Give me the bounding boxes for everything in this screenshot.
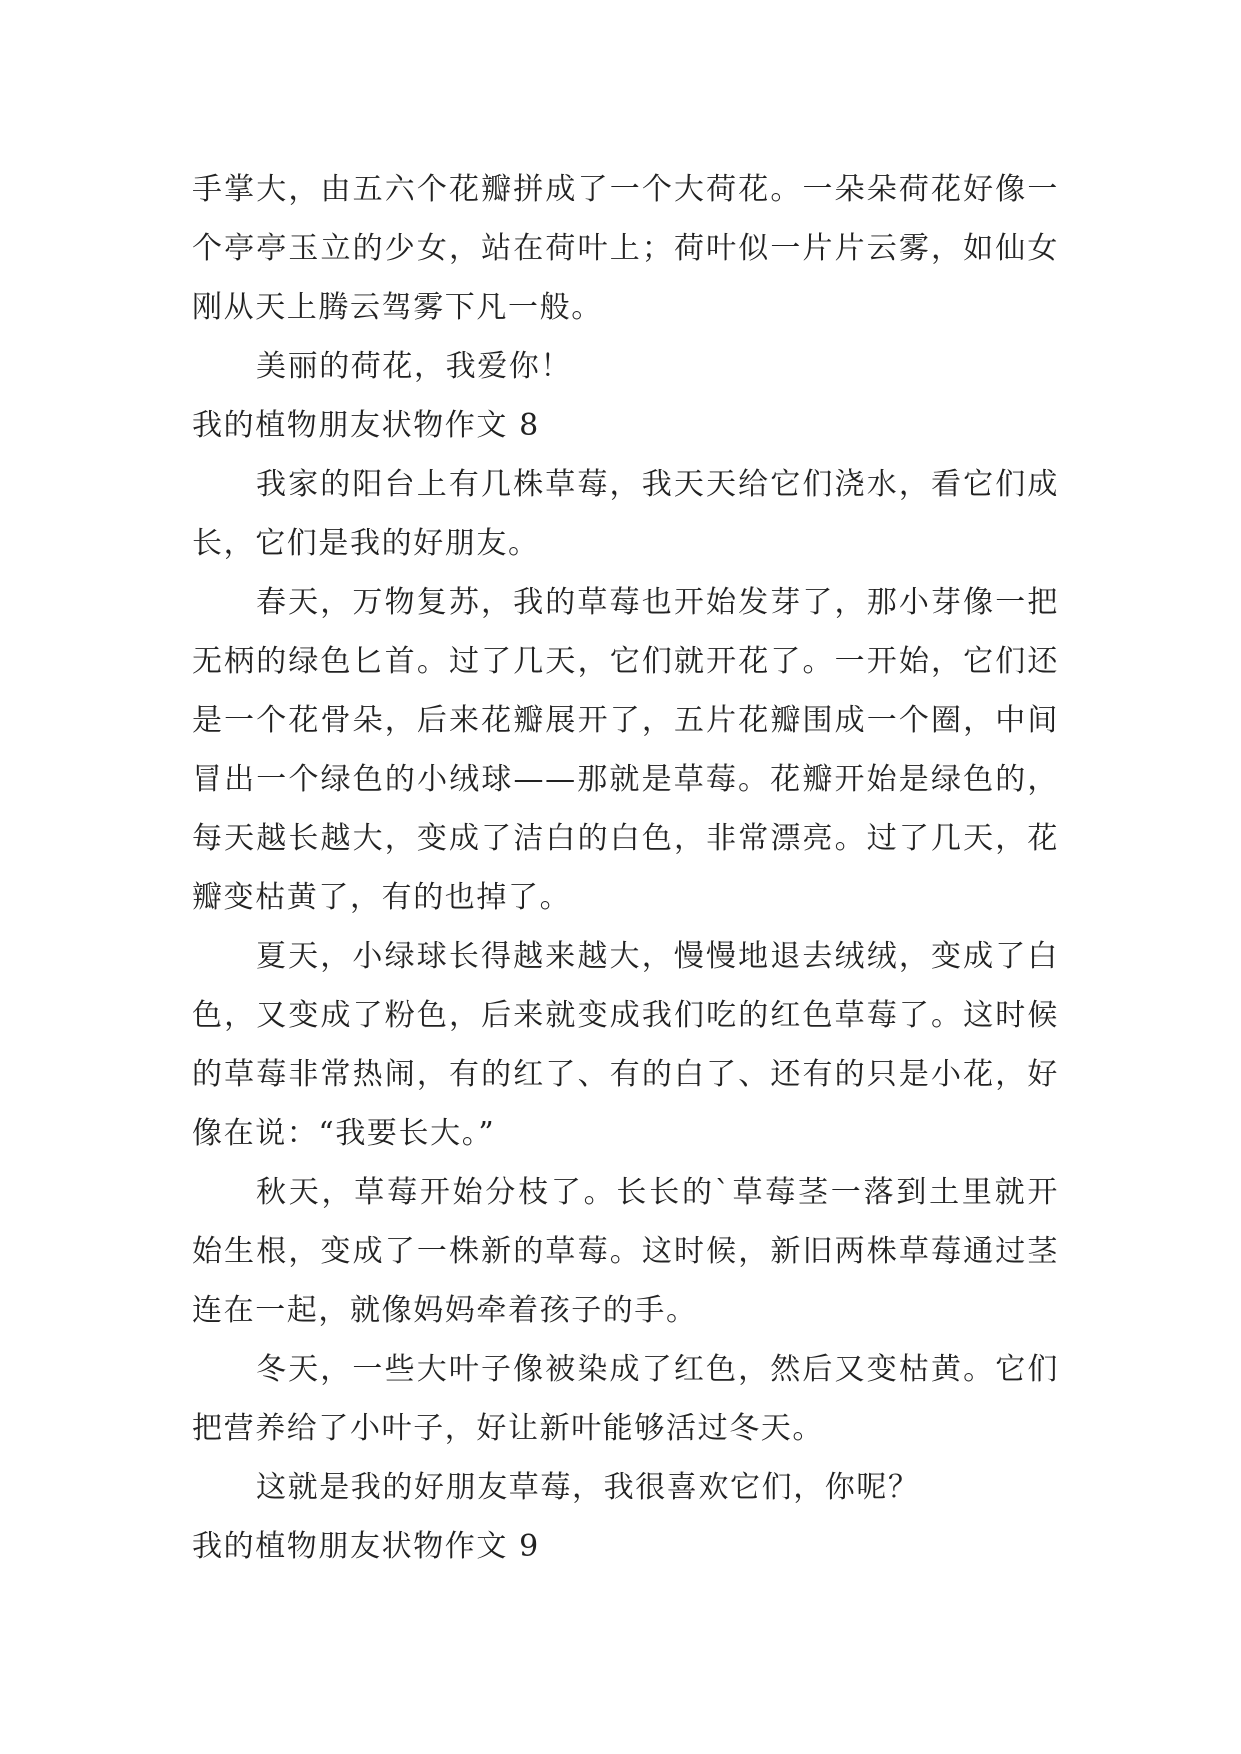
paragraph: 秋天，草莓开始分枝了。长长的`草莓茎一落到土里就开始生根，变成了一株新的草莓。这时候，新旧两株草莓通过茎连在一起，就像妈妈牵着孩子的手。 [192, 1175, 1059, 1328]
section-heading: 我的植物朋友状物作文 9 [192, 1529, 540, 1564]
document-page [192, 160, 1059, 1576]
section-heading: 我的植物朋友状物作文 8 [192, 408, 540, 443]
paragraph: 美丽的荷花，我爱你！ [256, 349, 572, 384]
paragraph: 我家的阳台上有几株草莓，我天天给它们浇水，看它们成长，它们是我的好朋友。 [192, 467, 1059, 561]
paragraph: 这就是我的好朋友草莓，我很喜欢它们，你呢？ [256, 1470, 920, 1505]
paragraph: 夏天，小绿球长得越来越大，慢慢地退去绒绒，变成了白色，又变成了粉色，后来就变成我们吃的红色草莓了。这时候的草莓非常热闹，有的红了、有的白了、还有的只是小花，好像在说：“我要长大。” [192, 939, 1059, 1151]
paragraph: 冬天，一些大叶子像被染成了红色，然后又变枯黄。它们把营养给了小叶子，好让新叶能够活过冬天。 [192, 1352, 1059, 1446]
paragraph: 手掌大，由五六个花瓣拼成了一个大荷花。一朵朵荷花好像一个亭亭玉立的少女，站在荷叶上；荷叶似一片片云雾，如仙女刚从天上腾云驾雾下凡一般。 [192, 172, 1059, 325]
paragraph: 春天，万物复苏，我的草莓也开始发芽了，那小芽像一把无柄的绿色匕首。过了几天，它们就开花了。一开始，它们还是一个花骨朵，后来花瓣展开了，五片花瓣围成一个圈，中间冒出一个绿色的小绒球——那就是草莓。花瓣开始是绿色的，每天越长越大，变成了洁白的白色，非常漂亮。过了几天，花瓣变枯黄了，有的也掉了。 [192, 585, 1059, 915]
